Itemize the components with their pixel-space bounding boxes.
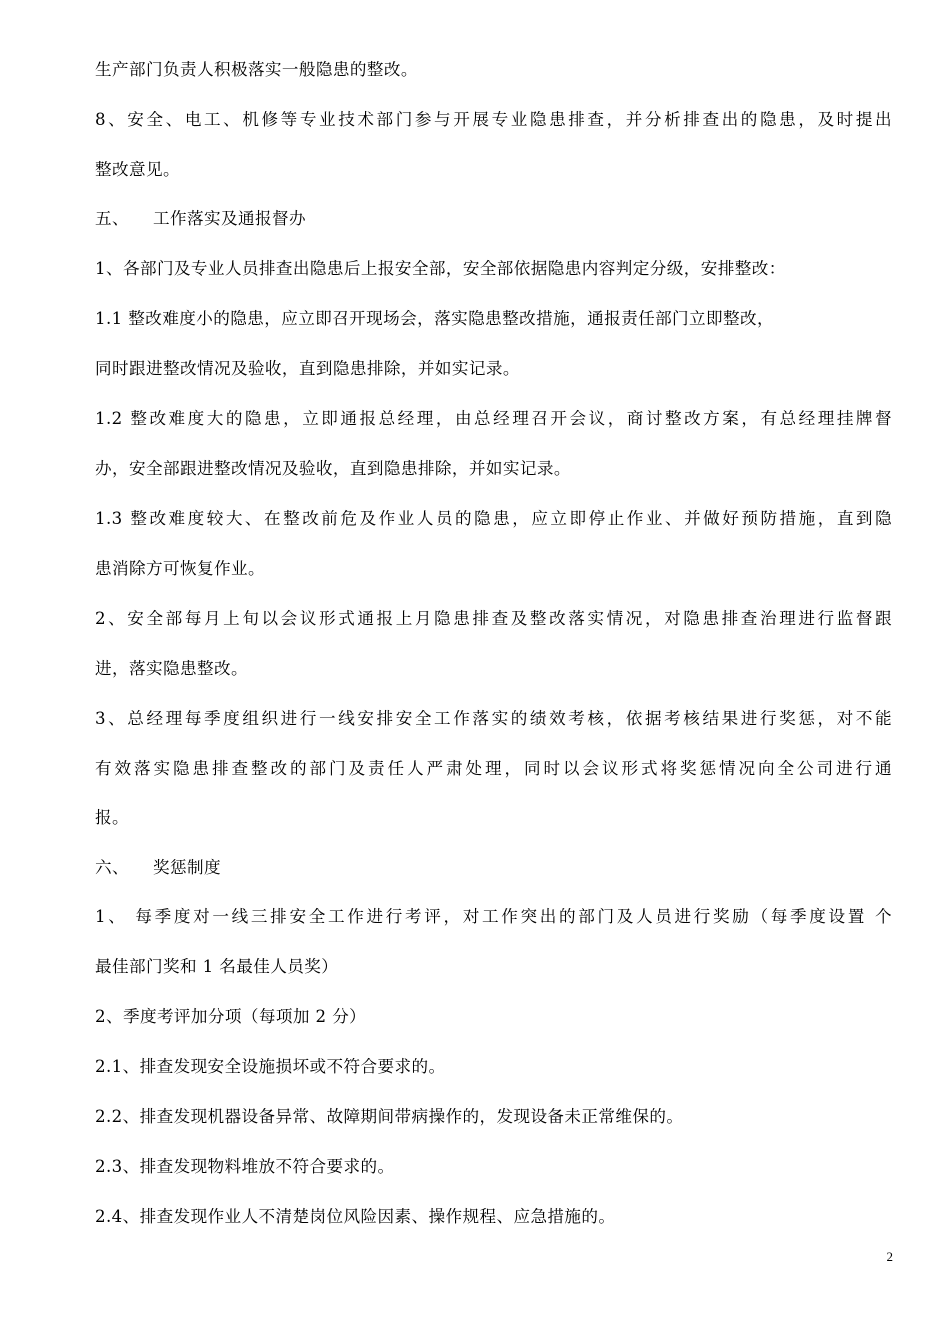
body-line: 患消除方可恢复作业。: [95, 559, 265, 578]
body-line: 1.1 整改难度小的隐患，应立即召开现场会，落实隐患整改措施，通报责任部门立即整改，: [95, 309, 775, 328]
body-line: 报。: [95, 808, 129, 827]
body-line: 2.2、排查发现机器设备异常、故障期间带病操作的，发现设备未正常维保的。: [95, 1107, 684, 1126]
body-line: 最佳部门奖和 1 名最佳人员奖）: [95, 957, 339, 976]
body-line: 8、安全、电工、机修等专业技术部门参与开展专业隐患排查，并分析排查出的隐患，及时提出: [95, 110, 892, 129]
section-title: 奖惩制度: [153, 858, 221, 877]
body-line: 1.3 整改难度较大、在整改前危及作业人员的隐患，应立即停止作业、并做好预防措施，直到隐: [95, 509, 892, 528]
body-line: 办，安全部跟进整改情况及验收，直到隐患排除，并如实记录。: [95, 459, 571, 478]
section-title: 工作落实及通报督办: [153, 209, 306, 228]
body-line: 2.4、排查发现作业人不清楚岗位风险因素、操作规程、应急措施的。: [95, 1207, 616, 1226]
body-line: 2、安全部每月上旬以会议形式通报上月隐患排查及整改落实情况，对隐患排查治理进行监督跟: [95, 609, 892, 628]
body-line: 有效落实隐患排查整改的部门及责任人严肃处理，同时以会议形式将奖惩情况向全公司进行通: [95, 759, 892, 778]
section-number: 六、: [95, 858, 129, 877]
body-line: 整改意见。: [95, 160, 180, 179]
body-line: 1、 每季度对一线三排安全工作进行考评，对工作突出的部门及人员进行奖励（每季度设置 个: [95, 907, 892, 926]
body-line: 2、季度考评加分项（每项加 2 分）: [95, 1007, 367, 1026]
body-line: 1.2 整改难度大的隐患，立即通报总经理，由总经理召开会议，商讨整改方案，有总经理挂牌督: [95, 409, 892, 428]
body-line: 同时跟进整改情况及验收，直到隐患排除，并如实记录。: [95, 359, 520, 378]
body-line: 2.3、排查发现物料堆放不符合要求的。: [95, 1157, 395, 1176]
section-number: 五、: [95, 209, 129, 228]
body-line: 1、各部门及专业人员排查出隐患后上报安全部，安全部依据隐患内容判定分级，安排整改：: [95, 259, 786, 278]
body-line: 2.1、排查发现安全设施损坏或不符合要求的。: [95, 1057, 446, 1076]
body-line: 3、总经理每季度组织进行一线安排安全工作落实的绩效考核，依据考核结果进行奖惩，对不能: [95, 709, 892, 728]
body-line: 进，落实隐患整改。: [95, 659, 248, 678]
section-heading: [95, 208, 892, 230]
section-heading: [95, 857, 892, 879]
page-number: 2: [886, 1249, 893, 1264]
body-line: 生产部门负责人积极落实一般隐患的整改。: [95, 60, 418, 79]
